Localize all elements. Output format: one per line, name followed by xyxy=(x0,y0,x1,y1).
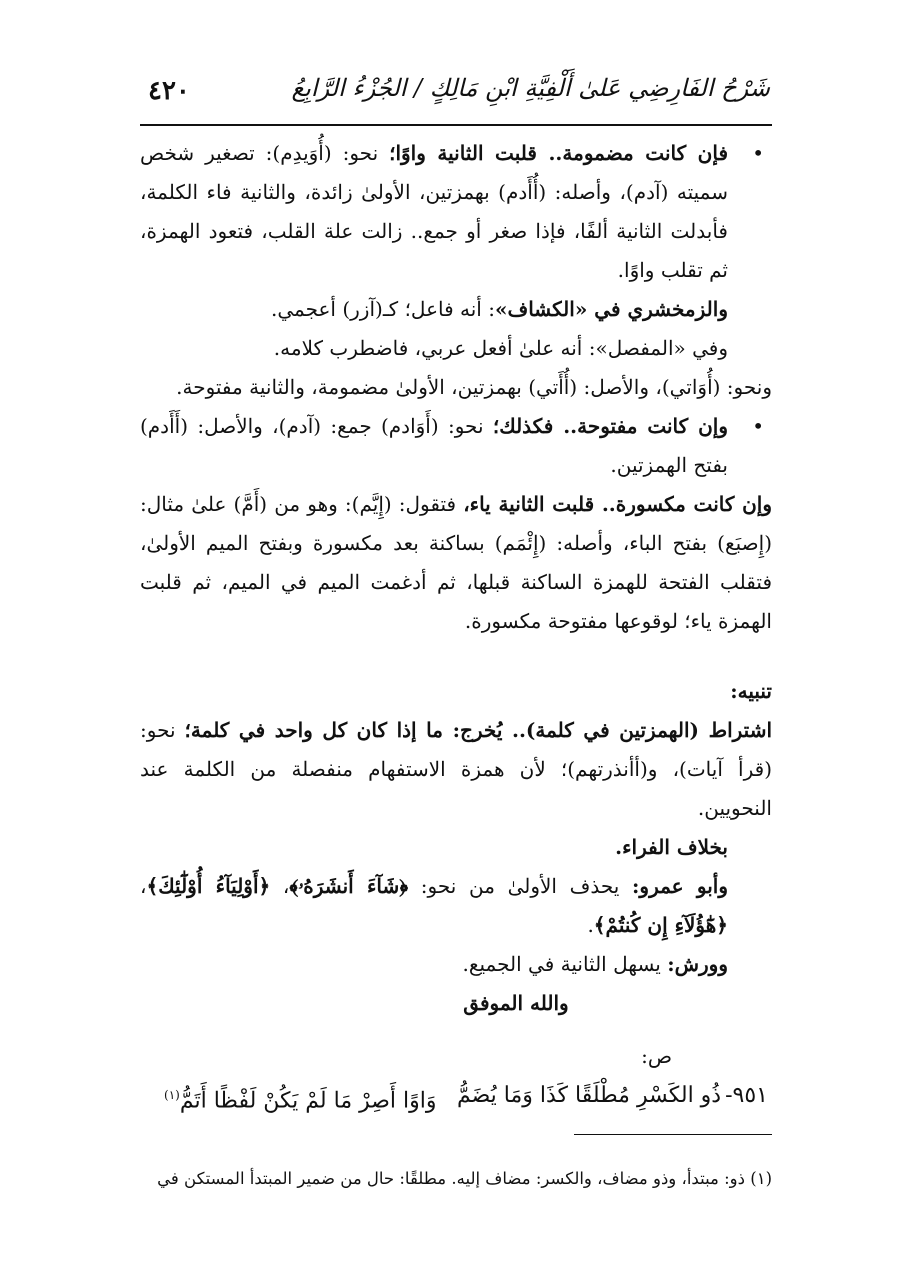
spacer xyxy=(140,641,772,672)
hemistich-1: ذُو الكَسْرِ مُطْلَقًا كَذَا وَمَا يُضَمُّ xyxy=(456,1083,722,1108)
hemistich-2: وَاوًا أَصِرْ مَا لَمْ يَكُنْ لَفْظًا أَتَمُّ xyxy=(179,1088,437,1114)
footnote: (١) ذو: مبتدأ، وذو مضاف، والكسر: مضاف إليه. مطلقًا: حال من ضمير المبتدأ المستكن في xyxy=(157,1168,772,1188)
lead-fatha: وإن كانت مفتوحة.. فكذلك؛ xyxy=(492,414,729,438)
paragraph-mufassal: وفي «المفصل»: أنه علىٰ أفعل عربي، فاضطرب كلامه. xyxy=(273,336,728,360)
lead-zamakhshari: والزمخشري في «الكشاف» xyxy=(494,297,728,321)
text-warsh: يسهل الثانية في الجميع. xyxy=(462,952,668,976)
lead-ishtirat: اشتراط (الهمزتين في كلمة).. يُخرج: ما إذا كان كل واحد في كلمة؛ xyxy=(184,718,773,742)
paragraph-warsh xyxy=(140,945,772,984)
lead-abu-amr: وأبو عمرو: xyxy=(632,874,728,898)
paragraph-fatha xyxy=(140,407,772,485)
notice-heading: تنبيه: xyxy=(730,679,772,703)
closing-phrase: والله الموفق xyxy=(463,991,569,1015)
paragraph-kasra xyxy=(140,485,772,641)
footnote-rule xyxy=(574,1134,772,1135)
paragraph-zamakhshari xyxy=(140,290,772,329)
quran-quote-3: ﴿هَٰٓؤُلَآءِ إِن كُنتُمْ﴾ xyxy=(593,913,728,937)
paragraph-abu-amr: وأبو عمرو: يحذف الأولىٰ من نحو: ﴿شَآءَ أَنشَرَهُۥ﴾، ﴿أَوْلِيَآءُ أُوْلَٰٓئِكَ﴾، ﴿هَٰٓؤُلَآءِ إِن كُنتُمْ﴾. xyxy=(140,874,728,937)
verse-label: ص: xyxy=(641,1044,672,1068)
quran-quote-1: ﴿شَآءَ أَنشَرَهُۥ﴾ xyxy=(289,874,409,898)
text-abu-amr: يحذف الأولىٰ من نحو: xyxy=(408,874,633,898)
paragraph-damma xyxy=(140,134,772,290)
verse-number: ٩٥١- xyxy=(725,1083,768,1108)
text-fatha: نحو: (أَوَادم) جمع: (آدم)، والأصل: (أَأَدم) بفتح الهمزتين. xyxy=(140,414,728,477)
verse-first-half xyxy=(457,1076,768,1120)
running-title: شَرْحُ الفَارِضِي عَلىٰ أَلْفِيَّةِ ابْنِ مَالِكٍ / الجُزْءُ الرَّابِعُ xyxy=(291,74,770,102)
main-text xyxy=(140,134,772,1120)
text-zamakhshari: : أنه فاعل؛ كـ(آزر) أعجمي. xyxy=(271,297,495,321)
text-kasra: فتقول: (إِيَّم): وهو من (أَمَّ) علىٰ مثال: (إِصبَع) بفتح الباء، وأصله: (إِئْمَم) بساكنة بعد مكسورة وبفتح الميم الأولىٰ، فتقلب الفتحة للهمزة الساكنة قبلها، ثم أدغمت الميم في الميم، ثم قلبت الهمزة ياء؛ لوقوعها مفتوحة مكسورة. xyxy=(140,492,772,633)
footnote-marker: (١) xyxy=(164,1088,180,1102)
lead-kasra: وإن كانت مكسورة.. قلبت الثانية ياء، xyxy=(463,492,772,516)
verse-second-half xyxy=(164,1076,437,1120)
lead-farra: بخلاف الفراء. xyxy=(615,835,728,859)
quran-quote-2: ﴿أَوْلِيَآءُ أُوْلَٰٓئِكَ﴾ xyxy=(146,874,271,898)
page-number: ٤٢٠ xyxy=(148,76,190,106)
paragraph-farra xyxy=(140,828,772,867)
text-ishtirat: نحو: (قرأ آيات)، و(أأنذرتهم)؛ لأن همزة الاستفهام منفصلة من الكلمة عند النحويين. xyxy=(140,718,772,820)
paragraph-awati: ونحو: (أُوَاتي)، والأصل: (أُأَتي) بهمزتين، الأولىٰ مضمومة، والثانية مفتوحة. xyxy=(176,375,772,399)
verse-line xyxy=(140,1076,772,1120)
lead-damma: فإن كانت مضمومة.. قلبت الثانية واوًا؛ xyxy=(389,141,729,165)
paragraph-ishtirat xyxy=(140,711,772,828)
lead-warsh: وورش: xyxy=(667,952,728,976)
text-damma: نحو: (أُوَيدِم): تصغير شخص سميته (آدم)، وأصله: (أُأَدم) بهمزتين، الأولىٰ زائدة، والثانية فاء الكلمة، فأبدلت الثانية ألفًا، فإذا صغر أو جمع.. زالت علة القلب، فتعود الهمزة، ثم تقلب واوًا. xyxy=(140,141,728,282)
page-header xyxy=(148,72,770,116)
header-rule xyxy=(140,124,772,126)
